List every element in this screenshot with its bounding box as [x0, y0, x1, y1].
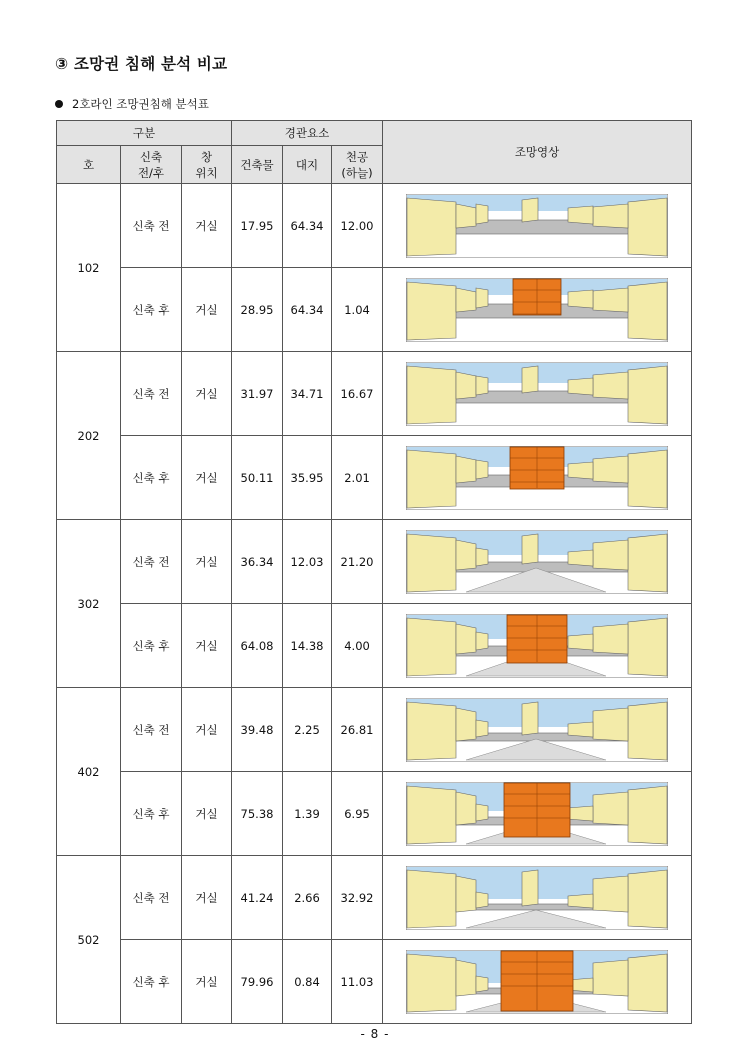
window-cell: 거실: [182, 436, 232, 520]
window-cell: 거실: [182, 940, 232, 1024]
view-simulation-image: [406, 614, 668, 678]
unit-cell: 502: [57, 856, 121, 1024]
building-cell: 17.95: [232, 184, 283, 268]
sky-cell: 32.92: [332, 856, 383, 940]
view-image-cell: [383, 772, 692, 856]
landscape-header: 경관요소: [232, 121, 383, 146]
view-analysis-table: [56, 120, 692, 1024]
ground-cell: 34.71: [283, 352, 332, 436]
window-cell: 거실: [182, 772, 232, 856]
sky-cell: 1.04: [332, 268, 383, 352]
building-header: 건축물: [232, 146, 283, 184]
sky-cell: 26.81: [332, 688, 383, 772]
window-cell: 거실: [182, 604, 232, 688]
building-cell: 31.97: [232, 352, 283, 436]
ground-cell: 2.66: [283, 856, 332, 940]
table-row: [57, 688, 692, 772]
window-cell: 거실: [182, 352, 232, 436]
ground-cell: 64.34: [283, 184, 332, 268]
table-row: [57, 184, 692, 268]
table-row: [57, 352, 692, 436]
building-cell: 28.95: [232, 268, 283, 352]
table-row: [57, 604, 692, 688]
building-cell: 41.24: [232, 856, 283, 940]
sky-cell: 4.00: [332, 604, 383, 688]
building-cell: 50.11: [232, 436, 283, 520]
sky-cell: 12.00: [332, 184, 383, 268]
view-image-cell: [383, 352, 692, 436]
view-image-cell: [383, 436, 692, 520]
table-row: [57, 772, 692, 856]
sky-cell: 16.67: [332, 352, 383, 436]
table-row: [57, 268, 692, 352]
sky-cell: 2.01: [332, 436, 383, 520]
unit-header: 호: [57, 146, 121, 184]
window-header: [182, 146, 232, 184]
table-row: [57, 940, 692, 1024]
ground-header: 대지: [283, 146, 332, 184]
table-row: [57, 856, 692, 940]
stage-cell: 신축 전: [121, 856, 182, 940]
view-simulation-image: [406, 278, 668, 342]
view-image-cell: [383, 856, 692, 940]
stage-cell: 신축 후: [121, 268, 182, 352]
building-cell: 39.48: [232, 688, 283, 772]
building-cell: 64.08: [232, 604, 283, 688]
stage-cell: 신축 전: [121, 688, 182, 772]
ground-cell: 0.84: [283, 940, 332, 1024]
window-cell: 거실: [182, 184, 232, 268]
view-image-cell: [383, 268, 692, 352]
sky-header-line2: (하늘): [341, 165, 373, 180]
view-simulation-image: [406, 194, 668, 258]
page-number: - 8 -: [360, 1027, 390, 1041]
stage-cell: 신축 후: [121, 772, 182, 856]
unit-cell: 402: [57, 688, 121, 856]
window-cell: 거실: [182, 688, 232, 772]
bullet-icon: [55, 100, 63, 108]
view-simulation-image: [406, 698, 668, 762]
stage-cell: 신축 후: [121, 436, 182, 520]
view-image-cell: [383, 184, 692, 268]
group-header: 구분: [57, 121, 232, 146]
view-image-cell: [383, 940, 692, 1024]
view-image-cell: [383, 688, 692, 772]
window-cell: 거실: [182, 856, 232, 940]
window-cell: 거실: [182, 268, 232, 352]
ground-cell: 35.95: [283, 436, 332, 520]
sky-cell: 6.95: [332, 772, 383, 856]
view-simulation-image: [406, 446, 668, 510]
ground-cell: 12.03: [283, 520, 332, 604]
building-cell: 79.96: [232, 940, 283, 1024]
unit-cell: 102: [57, 184, 121, 352]
building-cell: 75.38: [232, 772, 283, 856]
ground-cell: 14.38: [283, 604, 332, 688]
view-simulation-image: [406, 950, 668, 1014]
stage-cell: 신축 전: [121, 520, 182, 604]
view-image-header: 조망영상: [383, 121, 692, 184]
sky-cell: 11.03: [332, 940, 383, 1024]
ground-cell: 1.39: [283, 772, 332, 856]
sky-cell: 21.20: [332, 520, 383, 604]
table-caption: [55, 96, 209, 112]
view-simulation-image: [406, 866, 668, 930]
unit-cell: 202: [57, 352, 121, 520]
view-simulation-image: [406, 362, 668, 426]
table-body: [57, 184, 692, 1024]
stage-header: [121, 146, 182, 184]
view-simulation-image: [406, 530, 668, 594]
stage-cell: 신축 후: [121, 940, 182, 1024]
stage-cell: 신축 후: [121, 604, 182, 688]
view-image-cell: [383, 520, 692, 604]
stage-cell: 신축 전: [121, 352, 182, 436]
ground-cell: 2.25: [283, 688, 332, 772]
building-cell: 36.34: [232, 520, 283, 604]
window-cell: 거실: [182, 520, 232, 604]
stage-header-line1: 신축: [139, 149, 163, 164]
view-simulation-image: [406, 782, 668, 846]
table-caption-text: 2호라인 조망권침해 분석표: [72, 97, 209, 111]
stage-header-line2: 전/후: [137, 165, 165, 180]
sky-header-line1: 천공: [345, 149, 369, 164]
sky-header: [332, 146, 383, 184]
table-row: [57, 520, 692, 604]
view-image-cell: [383, 604, 692, 688]
window-header-line2: 위치: [195, 165, 218, 180]
section-heading: ③ 조망권 침해 분석 비교: [55, 55, 228, 73]
unit-cell: 302: [57, 520, 121, 688]
window-header-line1: 창: [200, 149, 213, 164]
stage-cell: 신축 전: [121, 184, 182, 268]
ground-cell: 64.34: [283, 268, 332, 352]
table-row: [57, 436, 692, 520]
